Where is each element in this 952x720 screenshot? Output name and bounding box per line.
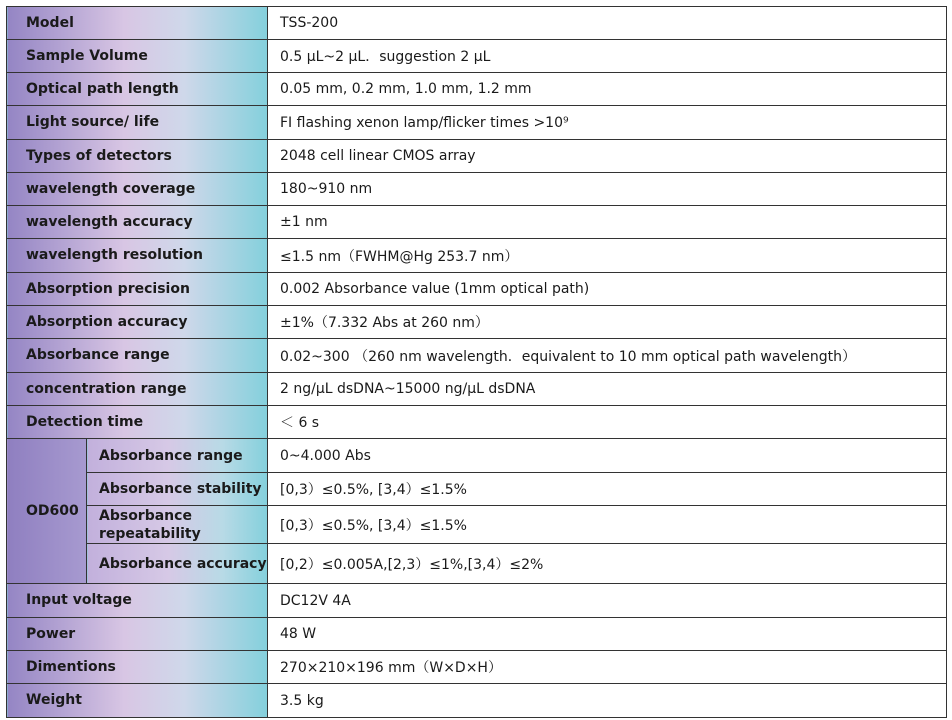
- od600-param-absorbance-stability: Absorbance stability: [87, 473, 268, 506]
- table-row: [7, 584, 947, 618]
- value-sample-volume: 0.5 μL~2 μL．suggestion 2 μL: [268, 40, 947, 73]
- table-row: [7, 40, 947, 73]
- od600-value-absorbance-range: 0~4.000 Abs: [268, 439, 947, 473]
- od600-param-absorbance-accuracy: Absorbance accuracy: [87, 544, 268, 584]
- value-concentration-range: 2 ng/μL dsDNA~15000 ng/μL dsDNA: [268, 373, 947, 406]
- table-row: [7, 206, 947, 239]
- param-sample-volume: Sample Volume: [7, 40, 268, 73]
- table-row: [7, 473, 947, 506]
- value-dimensions: 270×210×196 mm（W×D×H）: [268, 651, 947, 684]
- param-concentration-range: concentration range: [7, 373, 268, 406]
- table-row: [7, 306, 947, 339]
- param-detector-types: Types of detectors: [7, 140, 268, 173]
- value-absorption-precision: 0.002 Absorbance value (1mm optical path): [268, 273, 947, 306]
- table-row: [7, 651, 947, 684]
- od600-value-absorbance-repeatability: [0,3）≤0.5%, [3,4）≤1.5%: [268, 506, 947, 544]
- param-optical-path-length: Optical path length: [7, 73, 268, 106]
- table-row: [7, 406, 947, 439]
- value-detection-time: ＜ 6 s: [268, 406, 947, 439]
- table-row: [7, 140, 947, 173]
- table-row: [7, 618, 947, 651]
- param-detection-time: Detection time: [7, 406, 268, 439]
- param-absorbance-range: Absorbance range: [7, 339, 268, 373]
- table-row: [7, 684, 947, 718]
- param-weight: Weight: [7, 684, 268, 718]
- param-absorption-precision: Absorption precision: [7, 273, 268, 306]
- od600-param-absorbance-range: Absorbance range: [87, 439, 268, 473]
- value-absorbance-range: 0.02~300 （260 nm wavelength．equivalent to 10 mm optical path wavelength）: [268, 339, 947, 373]
- od600-group-label: OD600: [7, 439, 87, 584]
- value-power: 48 W: [268, 618, 947, 651]
- value-input-voltage: DC12V 4A: [268, 584, 947, 618]
- od600-param-absorbance-repeatability: Absorbance repeatability: [87, 506, 268, 544]
- param-wavelength-accuracy: wavelength accuracy: [7, 206, 268, 239]
- value-wavelength-accuracy: ±1 nm: [268, 206, 947, 239]
- value-detector-types: 2048 cell linear CMOS array: [268, 140, 947, 173]
- param-absorption-accuracy: Absorption accuracy: [7, 306, 268, 339]
- table-row: [7, 339, 947, 373]
- table-row: [7, 73, 947, 106]
- od600-value-absorbance-stability: [0,3）≤0.5%, [3,4）≤1.5%: [268, 473, 947, 506]
- table-row: [7, 506, 947, 544]
- value-optical-path-length: 0.05 mm, 0.2 mm, 1.0 mm, 1.2 mm: [268, 73, 947, 106]
- value-wavelength-resolution: ≤1.5 nm（FWHM@Hg 253.7 nm）: [268, 239, 947, 273]
- value-weight: 3.5 kg: [268, 684, 947, 718]
- table-row: [7, 106, 947, 140]
- value-light-source: FI flashing xenon lamp/flicker times >10⁹: [268, 106, 947, 140]
- table-row: [7, 273, 947, 306]
- value-wavelength-coverage: 180~910 nm: [268, 173, 947, 206]
- table-row: [7, 373, 947, 406]
- param-wavelength-coverage: wavelength coverage: [7, 173, 268, 206]
- specification-table: [6, 6, 947, 718]
- param-light-source: Light source/ life: [7, 106, 268, 140]
- table-row: [7, 7, 947, 40]
- table-row: [7, 173, 947, 206]
- param-power: Power: [7, 618, 268, 651]
- table-row: [7, 544, 947, 584]
- value-absorption-accuracy: ±1%（7.332 Abs at 260 nm）: [268, 306, 947, 339]
- table-row: [7, 239, 947, 273]
- param-dimensions: Dimentions: [7, 651, 268, 684]
- param-wavelength-resolution: wavelength resolution: [7, 239, 268, 273]
- value-model: TSS-200: [268, 7, 947, 40]
- table-row: [7, 439, 947, 473]
- param-model: Model: [7, 7, 268, 40]
- od600-value-absorbance-accuracy: [0,2）≤0.005A,[2,3）≤1%,[3,4）≤2%: [268, 544, 947, 584]
- param-input-voltage: Input voltage: [7, 584, 268, 618]
